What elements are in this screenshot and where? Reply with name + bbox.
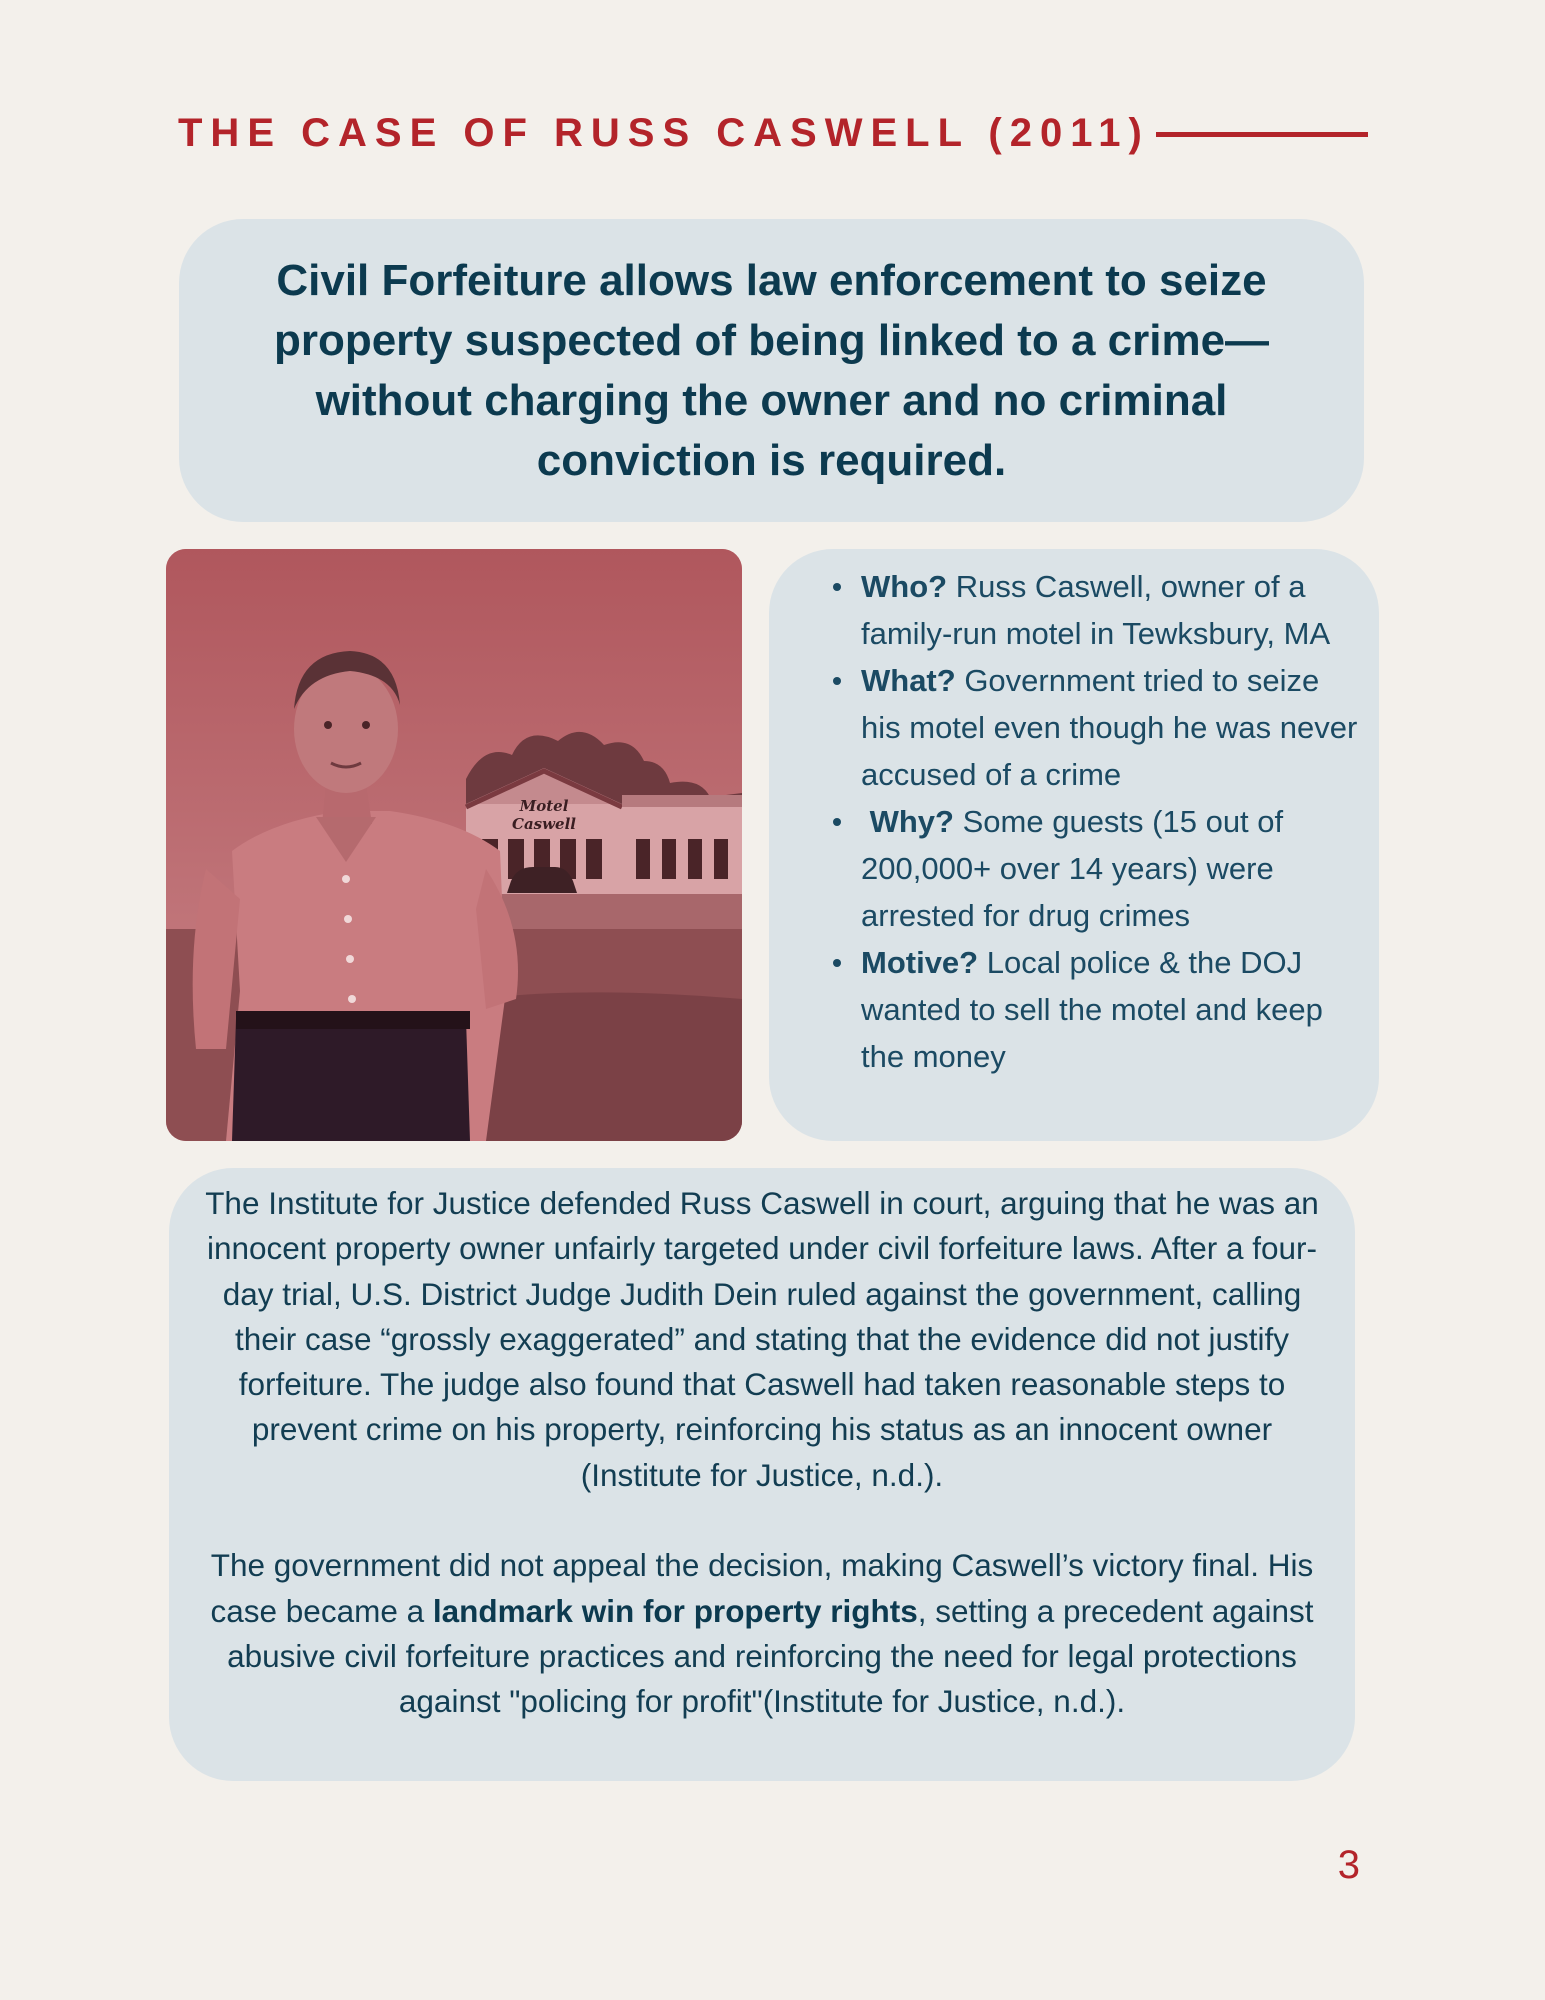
summary-paragraph-2-start: The government did not appeal the decision, making Caswell’s victory final. His case became a bbox=[210, 1547, 1314, 1629]
russ-caswell-photo bbox=[166, 549, 742, 1141]
fact-why bbox=[861, 798, 1359, 939]
fact-who-label: Who? bbox=[861, 569, 948, 604]
case-summary-panel bbox=[169, 1168, 1355, 1781]
fact-what-label: What? bbox=[861, 663, 956, 698]
fact-who bbox=[861, 563, 1359, 657]
title-rule bbox=[1156, 132, 1368, 137]
page-header bbox=[178, 105, 1368, 165]
summary-paragraph-1: The Institute for Justice defended Russ Caswell in court, arguing that he was an innocent property owner unfairly targeted under civil forfeiture laws. After a four-day trial, U.S. District Judge Judith Dein ruled against the government, calling their case “grossly exaggerated” and stating that the evidence did not justify forfeiture. The judge also found that Caswell had taken reasonable steps to prevent crime on his property, reinforcing his status as an innocent owner (Institute for Justice, n.d.). bbox=[205, 1185, 1319, 1493]
summary-paragraph-2-emphasis: landmark win for property rights bbox=[432, 1592, 918, 1629]
motel-sign-line2: Caswell bbox=[512, 815, 576, 833]
definition-callout bbox=[179, 219, 1364, 522]
summary-paragraph-2-end: , setting a precedent against abusive civil forfeiture practices and reinforcing the need for legal protections against "policing for profit"(Institute for Justice, n.d.). bbox=[227, 1592, 1314, 1720]
fact-motive-label: Motive? bbox=[861, 945, 979, 980]
photo-illustration bbox=[166, 549, 742, 1141]
fact-motive bbox=[861, 939, 1359, 1080]
page-title: THE CASE OF RUSS CASWELL (2011) bbox=[178, 111, 1150, 155]
fact-what-text: Government tried to seize his motel even though he was never accused of a crime bbox=[861, 663, 1358, 792]
case-facts-panel bbox=[769, 549, 1379, 1141]
page-number: 3 bbox=[1337, 1843, 1360, 1887]
fact-what bbox=[861, 657, 1359, 798]
fact-why-text: Some guests (15 out of 200,000+ over 14 years) were arrested for drug crimes bbox=[861, 804, 1284, 933]
definition-text: Civil Forfeiture allows law enforcement to seize property suspected of being linked to a crime—without charging the owner and no criminal conviction is required. bbox=[273, 255, 1270, 485]
summary-paragraph-2 bbox=[191, 1543, 1333, 1724]
motel-sign-line1: Motel bbox=[519, 797, 569, 815]
fact-why-label: Why? bbox=[861, 804, 954, 839]
case-facts-list bbox=[819, 563, 1359, 1080]
fact-who-text: Russ Caswell, owner of a family-run motel in Tewksbury, MA bbox=[861, 569, 1331, 651]
fact-motive-text: Local police & the DOJ wanted to sell the motel and keep the money bbox=[861, 945, 1323, 1074]
